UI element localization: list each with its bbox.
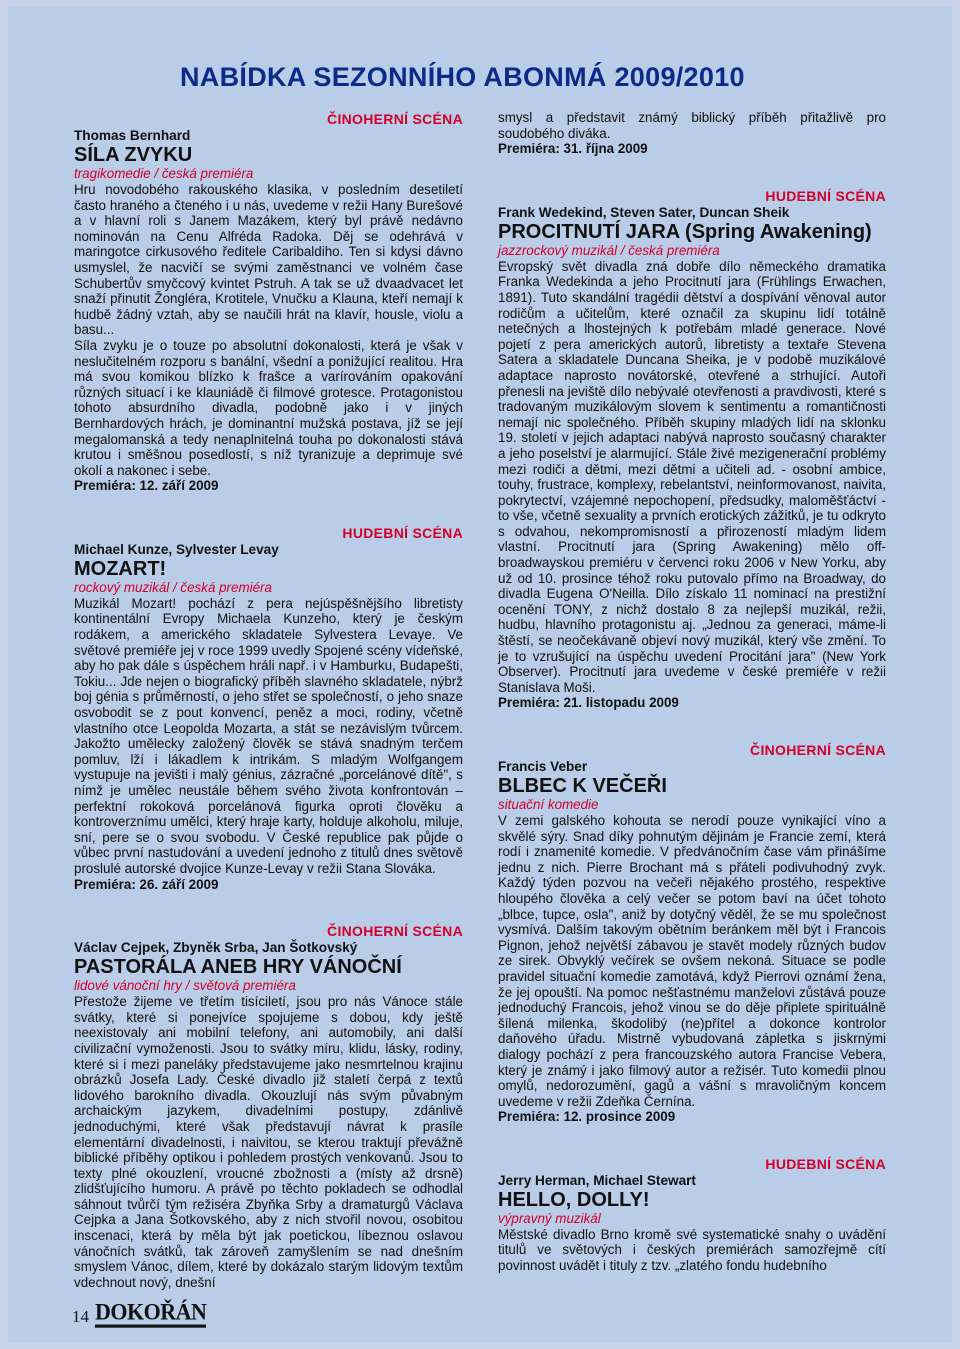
article-paragraph: Přestože žijeme ve třetím tisíciletí, jsou pro nás Vánoce stále svátky, které si ponejvíce spojujeme s dobou, kdy ještě neexistovaly ani mobilní telefony, ani automobily, ani další civilizační vymoženosti. Jsou to svátky míru, klidu, lásky, rodiny, které si i mezi paneláky představujeme jako nesmrtelnou krajinu obrázků Josefa Lady. České divadlo již staletí čerpá z textů lidového barokního divadla. Okouzlují nás svým půvabným archaickým jazykem, divadelními postupy, zdánlivě jednoduchými, které však představují návrat k prasíle elementární divadelnosti, i naivitou, se kterou traktují převážně biblické příběhy optikou i pohledem prostých venkovanů. Jsou to texty plné okouzlení, vroucné zbožnosti a (místy až drsně) zlidšťujícího humoru. A právě po těchto pokladech se odhodlal sáhnout tvůrčí tým režiséra Zbyňka Srby a dramaturgů Václava Cejpka a Jana Šotkovského, aby z nich stvořil novou, osobitou inscenaci, která by měla být jak poetickou, líbeznou oslavou vánočních svátků, tak zároveň zamyšlením se nad dnešním smyslem Vánoc, dílem, které by dokázalo starým lidovým textům vdechnout nový, dnešní xyxy=(74,994,463,1290)
article-paragraph: smysl a představit známý biblický příběh přitažlivě pro soudobého diváka. xyxy=(498,110,886,141)
article-title: SÍLA ZVYKU xyxy=(74,144,193,166)
scene-label: HUDEBNÍ SCÉNA xyxy=(765,1155,886,1172)
premiere-date: Premiéra: 26. září 2009 xyxy=(74,876,219,892)
article-author: Jerry Herman, Michael Stewart xyxy=(498,1172,696,1188)
article-genre: situační komedie xyxy=(498,797,599,812)
article-paragraph: Muzikál Mozart! pochází z pera nejúspěšnějšího libretisty kontinentální Evropy Michaela Kunzeho, který je českým rodákem, a amerického skladatele Sylvestera Levaye. Ve světové premiéře jej v roce 1999 uvedly Spojené scény vídeňské, aby ho pak dále s úspěchem hráli např. i v Hamburku, Budapešti, Tokiu... Jde nejen o biografický příběh slavného skladatele, nýbrž boj génia s průměrností, o jeho střet se společností, o jeho snaze osvobodit se z pout konvencí, peněz a moci, rodiny, včetně vlastního otce Leopolda Mozarta, a stát se nezávislým tvůrcem. Jakožto umělecky založený člověk se stává snadným terčem pomluv, lží i lákadlem k intrikám. S mladým Wolfgangem vystupuje na jevišti i malý génius, zázračné „porcelánové dítě", s nímž je umělec neustále během svého života konfrontován – perfektní rokoková porcelánová figurka oproti člověku a kontroverznímu umělci, který hraje karty, holduje alkoholu, miluje, sní, pere se o svou svobodu. V České republice pak půjde o vůbec první nastudování a uvedení jednoho z titulů dnes světově proslulé autorské dvojice Kunze-Levay v režii Stana Slováka. xyxy=(74,595,463,876)
article-paragraph: V zemi galského kohouta se nerodí pouze vynikající víno a skvělé sýry. Snad díky pohnutým dějinám je Francie zemí, která rodí i znamenité komedie. V předvánočním čase vám přinášíme jednu z nich. Pierre Brochant má s přáteli podivuhodný zvyk. Každý týden pozvou na večeři nějakého prostého, respektive hloupého člověka a celý večer se potom baví na účet tohoto „blbce, tupce, osla", aniž by dotyčný věděl, že se mu společnost vysmívá. Dalším takovým obětním beránkem měl být i Francois Pignon, jehož největší zábavou je stavět modely různých budov ze sirek. Obvyklý večírek se ovšem nekoná. Situace se podle pravidel situační komedie zamotává, když Pierrovi oznámí žena, že jej opouští. Na pomoc nešťastnému manželovi zůstává pouze jednoduchý Francois, jehož vinou se do děje připlete spirituálně šílená milenka, škodolibý (ne)přítel a dokonce kontrolor daňového úřadu. Mistrně vybudovaná zápletka s jiskrnými dialogy pochází z pera francouzského autora Francise Vebera, který je známý i jako filmový autor a režisér. Tuto komedii plnou omylů, nedorozumění, gagů a vášní s mravoličným koncem uvedeme v režii Zdeňka Černína. xyxy=(498,813,886,1109)
page-heading: NABÍDKA SEZONNÍHO ABONMÁ 2009/2010 xyxy=(180,62,745,92)
premiere-date: Premiéra: 12. září 2009 xyxy=(74,478,219,494)
page-number: 14 xyxy=(72,1307,89,1326)
article-genre: jazzrockový muzikál / česká premiéra xyxy=(498,242,720,258)
article-body xyxy=(498,259,886,711)
right-column xyxy=(498,110,886,1274)
article-genre: výpravný muzikál xyxy=(498,1210,601,1226)
article-continuation xyxy=(498,110,886,157)
article-procitnuti-jara xyxy=(498,187,886,711)
article-genre: rockový muzikál / česká premiéra xyxy=(74,579,272,595)
scene-label: ČINOHERNÍ SCÉNA xyxy=(750,742,886,758)
article-author: Michael Kunze, Sylvester Levay xyxy=(74,541,279,557)
article-hello-dolly xyxy=(498,1155,886,1274)
scene-label: ČINOHERNÍ SCÉNA xyxy=(327,111,463,127)
left-column xyxy=(74,110,463,1290)
article-author: Frank Wedekind, Steven Sater, Duncan Sheik xyxy=(498,204,790,220)
article-genre: lidové vánoční hry / světová premiéra xyxy=(74,978,296,994)
magazine-logo: DOKOŘÁN xyxy=(95,1299,206,1327)
premiere-date: Premiéra: 21. listopadu 2009 xyxy=(498,695,679,711)
article-sila-zvyku xyxy=(74,110,463,494)
scene-label: HUDEBNÍ SCÉNA xyxy=(342,524,463,541)
article-paragraph: Evropský svět divadla zná dobře dílo německého dramatika Franka Wedekinda a jeho Procitnutí jara (Frühlings Erwachen, 1891). Tuto skandální tragédii dětství a dospívání věnoval autor rodičům a učitelům, které označil za skupinu lidí totálně netečných a lhostejných k potřebám mladé generace. Nové pojetí z pera amerických autorů, libretisty a textaře Stevena Satera a skladatele Duncana Sheika, je v podobě muzikálové adaptace naprosto novátorské, otevřené a strhující. Autoři přenesli na jeviště dílo nebývalé otevřenosti a pravdivosti, které s tradovaným muzikálovým slovem k sentimentu a romantičnosti nemají nic společného. Příběh skupiny mladých lidí na sklonku 19. století v jejich adaptaci nabývá naprosto současný charakter a jeho poselství je alarmující. Stále živé mezigenerační problémy mezi rodiči a dětmi, mezi dětmi a učiteli ad. - osobní ambice, touhy, frustrace, komplexy, rebelantství, neinformovanost, naivita, pokrytectví, vzájemné nepochopení, předsudky, maloměšťáctví - to vše, včetně sexuality a prvních erotických zážitků, je tu odkryto s odvahou, nekompromisností a přirozeností mladým lidem vlastní. Procitnutí jara (Spring Awakening) mělo off-broadwayskou premiéru v červenci roku 2006 v New Yorku, aby už od 10. prosince téhož roku putovalo přímo na Broadway, do divadla Eugena O'Neilla. Dílo získalo 11 nominací na prestižní ocenění TONY, z nichž dostalo 8 za nejlepší muzikál, režii, hudbu, hlavního protagonistu aj. „Jednou za generaci, máme-li štěstí, se neočekávaně objeví nový muzikál, který vše změní. To je to vzrušující na úspěchu uvedení Procitání jara" (New York Observer). Procitnutí jara uvedeme v české premiéře v režii Stanislava Moši. xyxy=(498,258,886,695)
article-body xyxy=(498,813,886,1125)
premiere-date: Premiéra: 31. října 2009 xyxy=(498,141,648,157)
page-footer xyxy=(72,1297,206,1327)
premiere-date: Premiéra: 12. prosince 2009 xyxy=(498,1109,676,1125)
article-body xyxy=(74,994,463,1290)
article-title: PROCITNUTÍ JARA (Spring Awakening) xyxy=(498,220,872,243)
article-author: Francis Veber xyxy=(498,759,588,774)
scene-label: HUDEBNÍ SCÉNA xyxy=(765,187,886,204)
article-body xyxy=(74,596,463,892)
article-genre: tragikomedie / česká premiéra xyxy=(74,166,254,181)
article-paragraph: Městské divadlo Brno kromě své systematické snahy o uvádění titulů ve světových i českých premiérách samozřejmě cítí povinnost uvádět i tituly z tzv. „zlatého fondu hudebního xyxy=(498,1226,886,1274)
article-title: PASTORÁLA ANEB HRY VÁNOČNÍ xyxy=(74,956,402,979)
article-pastorala xyxy=(74,922,463,1290)
article-author: Václav Cejpek, Zbyněk Srba, Jan Šotkovský xyxy=(74,940,358,956)
article-body xyxy=(498,1227,886,1274)
article-blbec-k-veceri xyxy=(498,741,886,1125)
article-title: BLBEC K VEČEŘI xyxy=(498,775,667,797)
article-author: Thomas Bernhard xyxy=(74,128,191,143)
article-paragraph: Hru novodobého rakouského klasika, v posledním desetiletí často hraného a čteného i u nás, uvedeme v režii Hany Burešové a v hlavní roli s Janem Mazákem, který byl právě nedávno nominován na Cenu Alfréda Radoka. Děj se odehrává v maringotce cirkusového ředitele Caribaldiho. Ten si kdysi dávno usmyslel, že nacvičí se svými zaměstnanci ve volném čase Schubertův smyčcový kvintet Pstruh. A tak se už dvaadvacet let snaží přinutit Žongléra, Krotitele, Vnučku a Klauna, kteří nemají k hudbě žádný vztah, aby se naučili hrát na klavír, housle, violu a basu... xyxy=(74,182,463,338)
scene-label: ČINOHERNÍ SCÉNA xyxy=(327,923,463,940)
article-title: MOZART! xyxy=(74,557,167,580)
article-paragraph: Síla zvyku je o touze po absolutní dokonalosti, která je však v neslučitelném rozporu s banální, všední a ponižující realitou. Hra má svou komikou blízko k frašce a varírováním opakování různých situací i ke klauniádě či filmové grotesce. Protagonistou tohoto absurdního divadla, podobně jako i v jiných Bernhardových hrách, je dominantní mužská postava, jíž se její megalomanská a tedy nenaplnitelná touha po dokonalosti stává krutou i směšnou posedlostí, s níž tyranizuje a deprimuje své okolí a nakonec i sebe. xyxy=(74,337,463,478)
article-body xyxy=(74,182,463,494)
article-title: HELLO, DOLLY! xyxy=(498,1188,650,1211)
article-mozart xyxy=(74,524,463,892)
